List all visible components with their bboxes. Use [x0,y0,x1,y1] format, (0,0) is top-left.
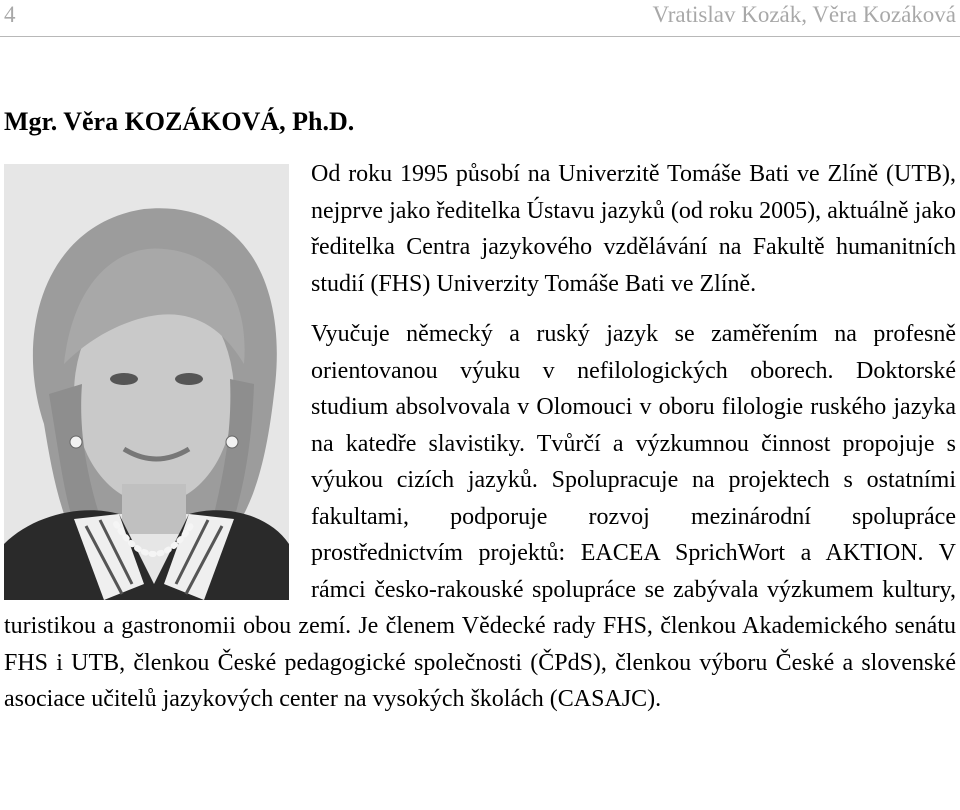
running-header [0,0,960,37]
page-number: 4 [4,2,16,27]
author-name: Mgr. Věra KOZÁKOVÁ, Ph.D. [4,107,355,136]
bio-paragraph-2: Vyučuje německý a ruský jazyk se zaměřením na profesně orientovanou výuku v nefilologických oborech. Doktorské studium absolvovala v Olomouci v oboru filologie ruského jazyka na katedře slavistiky. Tvůrčí a výzkumnou činnost propojuje s výukou cizích jazyků. Spolupracuje na projektech s ostatními fakultami, podporuje rozvoj mezinárodní spolupráce prostřednictvím projektů: EACEA SprichWort a AKTION. V rámci česko-rakouské spolupráce se zabývala výzkumem kultury, turistikou a gastronomii obou zemí. Je členem Vědecké rady FHS, členkou Akademického senátu FHS i UTB, členkou České pedagogické společnosti (ČPdS), členkou výboru České a slovenské asociace učitelů jazykových center na vysokých školách (CASAJC). [4,321,956,712]
portrait-photo-icon [4,164,289,600]
bio-paragraph-1: Od roku 1995 působí na Univerzitě Tomáše Bati ve Zlíně (UTB), nejprve jako ředitelka Ústavu jazyků (od roku 2005), aktuálně jako ředitelka Centra jazykového vzdělávání na Fakultě humanitních studií (FHS) Univerzity Tomáše Bati ve Zlíně. [311,161,956,297]
author-bio [4,156,956,718]
header-authors: Vratislav Kozák, Věra Kozáková [652,2,956,27]
